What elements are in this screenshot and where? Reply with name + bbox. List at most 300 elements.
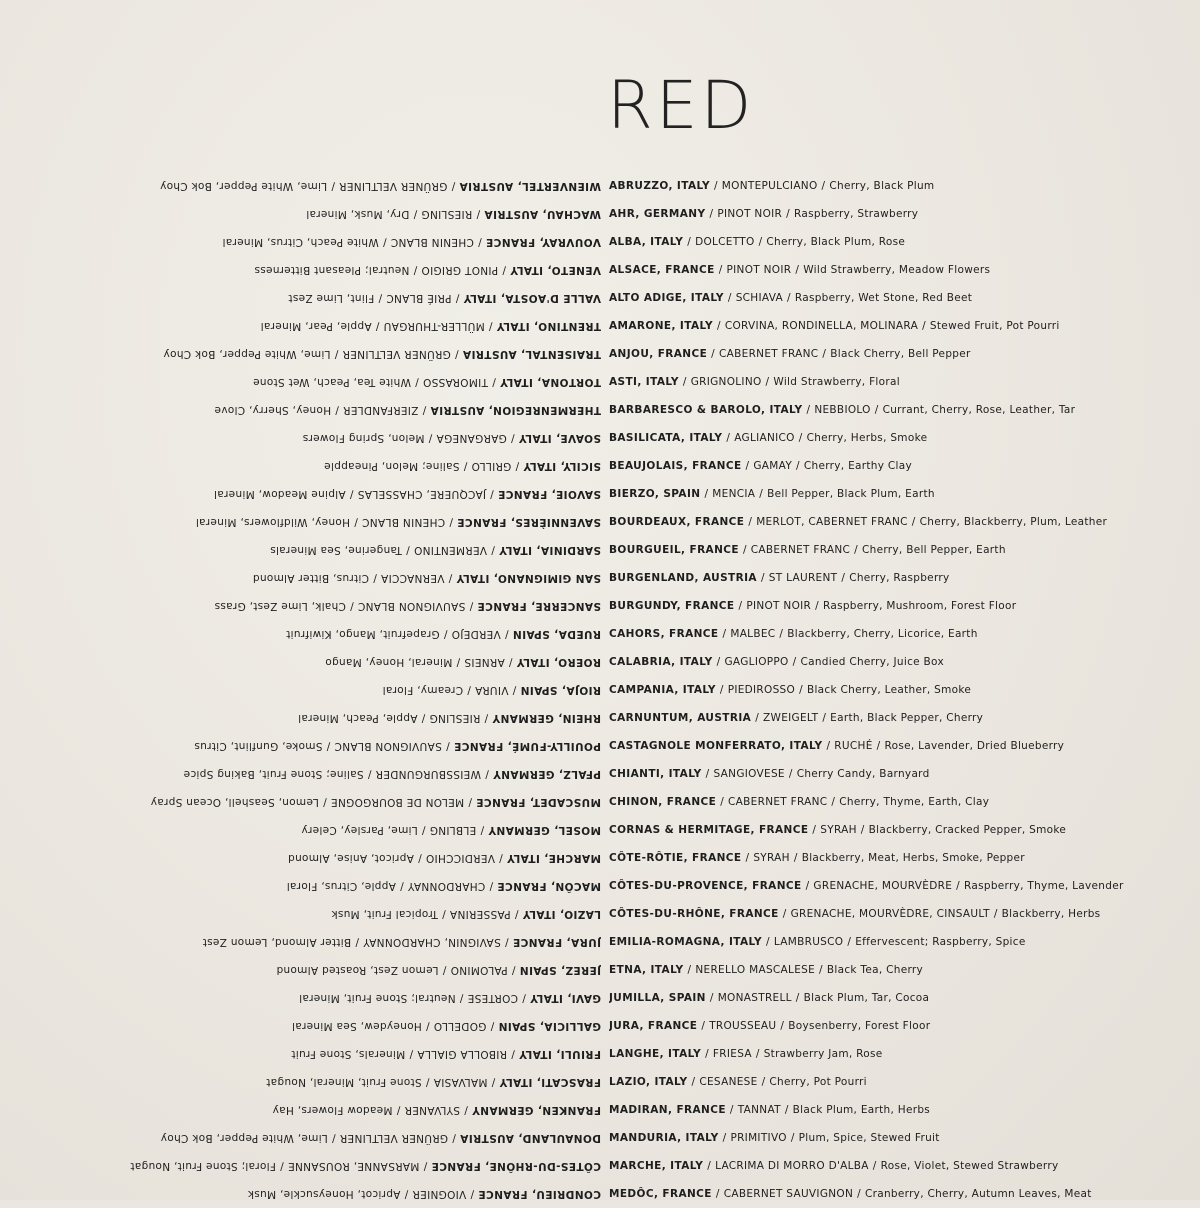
separator: /	[441, 908, 446, 920]
separator: /	[716, 320, 721, 332]
separator: /	[716, 656, 721, 668]
separator: /	[792, 656, 797, 668]
separator: /	[788, 768, 793, 780]
wine-notes: Floral; Stone Fruit, Nougat	[130, 1160, 276, 1172]
wine-notes: Lemon Zest, Roasted Almond	[276, 964, 439, 976]
wine-notes: Apple, Pear, Mineral	[260, 320, 372, 332]
separator: /	[798, 432, 803, 444]
separator: /	[498, 852, 503, 864]
wine-grape: NERELLO MASCALESE	[695, 964, 816, 976]
separator: /	[847, 936, 852, 948]
separator: /	[428, 432, 433, 444]
separator: /	[760, 572, 765, 584]
separator: /	[484, 768, 489, 780]
wine-grape: ELBLING	[429, 824, 477, 836]
wine-notes: Raspberry, Mushroom, Forest Floor	[822, 600, 1017, 612]
wine-notes: Blackberry, Meat, Herbs, Smoke, Pepper	[801, 852, 1025, 864]
wine-grape: GRÜNER VELTLINER	[338, 180, 448, 192]
wine-grape: CABERNET FRANC	[719, 348, 819, 360]
wine-region: ALBA, ITALY	[609, 236, 684, 248]
red-wine-entry	[609, 1124, 1169, 1152]
wine-notes: Tangerine, Sea Minerals	[269, 544, 402, 556]
wine-notes: Cranberry, Cherry, Autumn Leaves, Meat	[864, 1188, 1092, 1200]
wine-notes: Black Cherry, Bell Pepper	[830, 348, 971, 360]
separator: /	[399, 880, 404, 892]
wine-region: SAVOIE, FRANCE	[497, 488, 601, 500]
wine-notes: Strawberry Jam, Rose	[763, 1048, 883, 1060]
wine-region: RHEIN, GERMANY	[492, 712, 601, 724]
separator: /	[477, 236, 482, 248]
separator: /	[709, 208, 714, 220]
separator: /	[682, 376, 687, 388]
red-wine-entry	[609, 844, 1169, 872]
wine-grape: GRIGNOLINO	[690, 376, 762, 388]
red-wine-entry	[609, 508, 1169, 536]
wine-grape: GRENACHE, MOURVÈDRE, CINSAULT	[790, 908, 990, 920]
wine-grape: ZWEIGELT	[763, 712, 819, 724]
separator: /	[748, 516, 753, 528]
wine-region: LAZIO, ITALY	[522, 908, 601, 920]
wine-region: CALABRIA, ITALY	[609, 656, 713, 668]
wine-notes: Minerals, Stone Fruit	[291, 1048, 406, 1060]
separator: /	[874, 404, 879, 416]
separator: /	[504, 936, 509, 948]
wine-notes: Bell Pepper, Black Plum, Earth	[767, 488, 935, 500]
wine-region: SOAVE, ITALY	[518, 432, 601, 444]
separator: /	[705, 1048, 709, 1060]
wine-grape: TROUSSEAU	[709, 1020, 777, 1032]
red-wine-entry	[609, 956, 1169, 984]
separator: /	[711, 348, 716, 360]
wine-region: AHR, GERMANY	[609, 208, 706, 220]
wine-notes: Cherry, Black Plum, Rose	[766, 236, 906, 248]
wine-region: BURGENLAND, AUSTRIA	[609, 572, 757, 584]
white-wine-entry	[0, 536, 601, 564]
wine-grape: NEBBIOLO	[814, 404, 871, 416]
wine-notes: Chalk, Lime Zest, Grass	[214, 600, 346, 612]
wine-region: MEDÔC, FRANCE	[609, 1188, 712, 1200]
white-wine-entry	[0, 368, 601, 396]
wine-grape: SYLVANER	[404, 1104, 460, 1116]
wine-grape: FRIESA	[712, 1048, 752, 1060]
wine-notes: Black Plum, Earth, Herbs	[792, 1104, 931, 1116]
separator: /	[372, 572, 377, 584]
separator: /	[375, 320, 380, 332]
wine-notes: Lime, White Pepper, Bok Choy	[163, 348, 331, 360]
separator: /	[782, 908, 787, 920]
separator: /	[489, 880, 494, 892]
wine-grape: PALOMINO	[450, 964, 508, 976]
wine-notes: Raspberry, Wet Stone, Red Beet	[794, 292, 973, 304]
red-wine-entry	[609, 620, 1169, 648]
red-wine-entry	[609, 424, 1169, 452]
wine-grape: WEISSBURGUNDER	[375, 768, 481, 780]
wine-grape: PINOT NOIR	[717, 208, 783, 220]
wine-grape: AGLIANICO	[734, 432, 795, 444]
wine-region: PFALZ, GERMANY	[492, 768, 601, 780]
white-wine-entry	[0, 452, 601, 480]
separator: /	[504, 628, 509, 640]
separator: /	[510, 1048, 515, 1060]
wine-grape: LAMBRUSCO	[773, 936, 844, 948]
wine-notes: Alpine Meadow, Mineral	[213, 488, 346, 500]
wine-region: CAHORS, FRANCE	[609, 628, 719, 640]
separator: /	[755, 1048, 760, 1060]
white-wine-entry	[0, 620, 601, 648]
wine-grape: GARGANEGA	[436, 432, 507, 444]
wine-grape: PRIMITIVO	[730, 1132, 787, 1144]
wine-grape: JACQUERE, CHASSELAS	[357, 488, 486, 500]
separator: /	[872, 1160, 877, 1172]
red-wine-entry	[609, 284, 1169, 312]
separator: /	[511, 964, 516, 976]
white-wine-entry	[0, 424, 601, 452]
wine-region: GALLICIA, SPAIN	[498, 1020, 601, 1032]
wine-notes: Meadow Flowers, Hay	[272, 1104, 393, 1116]
red-wine-entry	[609, 1012, 1169, 1040]
separator: /	[502, 264, 506, 276]
wine-grape: PINOT NOIR	[726, 264, 792, 276]
red-wine-entry	[609, 368, 1169, 396]
wine-grape: GRÜNER VELTLINER	[342, 348, 451, 360]
separator: /	[819, 964, 823, 976]
wine-notes: Tropical Fruit, Musk	[331, 908, 438, 920]
red-wine-entry	[609, 1040, 1169, 1068]
separator: /	[455, 292, 460, 304]
separator: /	[514, 908, 519, 920]
wine-grape: SANGIOVESE	[713, 768, 785, 780]
wine-grape: SAVIGNIN, CHARDONNAY	[362, 936, 501, 948]
separator: /	[718, 264, 723, 276]
wine-notes: Black Tea, Cherry	[826, 964, 924, 976]
wine-notes: Cherry, Bell Pepper, Earth	[862, 544, 1006, 556]
separator: /	[857, 1188, 861, 1200]
wine-notes: Effervescent; Raspberry, Spice	[855, 936, 1026, 948]
wine-notes: Neutral; Pleasant Bitterness	[254, 264, 410, 276]
wine-notes: Cherry, Herbs, Smoke	[806, 432, 928, 444]
wine-region: JURA, FRANCE	[512, 936, 601, 948]
separator: /	[459, 992, 464, 1004]
white-wine-entry	[0, 480, 601, 508]
wine-region: RIOJA, SPAIN	[520, 684, 601, 696]
separator: /	[469, 600, 474, 612]
wine-grape: MENCIA	[712, 488, 756, 500]
wine-notes: Rose, Violet, Stewed Strawberry	[880, 1160, 1059, 1172]
separator: /	[713, 180, 718, 192]
wine-region: GAVI, ITALY	[529, 992, 601, 1004]
separator: /	[512, 684, 517, 696]
separator: /	[779, 628, 784, 640]
separator: /	[443, 628, 448, 640]
wine-region: CHIANTI, ITALY	[609, 768, 702, 780]
separator: /	[727, 292, 732, 304]
white-wine-entry	[0, 284, 601, 312]
wine-region: ALSACE, FRANCE	[609, 264, 715, 276]
red-wine-entry	[609, 1068, 1169, 1096]
wine-notes: Raspberry, Strawberry	[793, 208, 919, 220]
wine-grape: CABERNET SAUVIGNON	[723, 1188, 854, 1200]
separator: /	[491, 544, 495, 556]
separator: /	[414, 376, 419, 388]
red-wine-entry	[609, 396, 1169, 424]
wine-region: MADIRAN, FRANCE	[609, 1104, 726, 1116]
separator: /	[755, 712, 760, 724]
separator: /	[860, 824, 865, 836]
red-wine-entry	[609, 256, 1169, 284]
wine-notes: Wild Strawberry, Meadow Flowers	[803, 264, 991, 276]
separator: /	[515, 460, 520, 472]
separator: /	[489, 488, 494, 500]
separator: /	[405, 544, 410, 556]
red-wine-entry	[609, 172, 1169, 200]
wine-region: CÔTES-DU-PROVENCE, FRANCE	[609, 880, 802, 892]
wine-notes: White Peach, Citrus, Mineral	[222, 236, 379, 248]
wine-region: VOUVRAY, FRANCE	[485, 236, 601, 248]
separator: /	[793, 852, 798, 864]
separator: /	[719, 684, 724, 696]
wine-grape: CABERNET FRANC	[750, 544, 851, 556]
wine-grape: GRENACHE, MOURVÈDRE	[813, 880, 953, 892]
poster-title: RED	[607, 67, 755, 144]
separator: /	[704, 488, 709, 500]
wine-region: JEREZ, SPAIN	[519, 964, 601, 976]
separator: /	[759, 488, 764, 500]
wine-grape: ARNEIS	[464, 656, 505, 668]
separator: /	[786, 208, 790, 220]
wine-notes: Raspberry, Thyme, Lavender	[963, 880, 1124, 892]
separator: /	[279, 1160, 284, 1172]
white-wine-entry	[0, 1124, 601, 1152]
wine-notes: Honey, Sherry, Clove	[214, 404, 332, 416]
separator: /	[795, 264, 800, 276]
wine-region: BARBARESCO & BAROLO, ITALY	[609, 404, 803, 416]
red-wine-entry	[609, 592, 1169, 620]
wine-region: MUSCADET, FRANCE	[475, 796, 601, 808]
wine-grape: MALVASIA	[433, 1076, 488, 1088]
wine-region: CORNAS & HERMITAGE, FRANCE	[609, 824, 809, 836]
separator: /	[456, 656, 461, 668]
wine-grape: CHENIN BLANC	[390, 236, 474, 248]
wine-notes: Dry, Musk, Mineral	[305, 208, 410, 220]
wine-region: SANCERRE, FRANCE	[477, 600, 601, 612]
separator: /	[821, 180, 826, 192]
white-wine-entry	[0, 1068, 601, 1096]
separator: /	[454, 348, 459, 360]
separator: /	[709, 992, 714, 1004]
wine-notes: Grapefruit, Mango, Kiwifruit	[285, 628, 440, 640]
wine-region: BURGUNDY, FRANCE	[609, 600, 735, 612]
separator: /	[488, 320, 493, 332]
white-wine-entry	[0, 508, 601, 536]
separator: /	[758, 236, 763, 248]
red-wine-entry	[609, 312, 1169, 340]
wine-region: BEAUJOLAIS, FRANCE	[609, 460, 742, 472]
separator: /	[729, 1104, 734, 1116]
wine-region: BASILICATA, ITALY	[609, 432, 723, 444]
wine-grape: CHARDONNAY	[407, 880, 486, 892]
red-wine-entry	[609, 816, 1169, 844]
separator: /	[745, 852, 750, 864]
separator: /	[349, 488, 354, 500]
wine-region: SARDINIA, ITALY	[498, 544, 601, 556]
wine-region: JURA, FRANCE	[609, 1020, 698, 1032]
wine-grape: RUCHÉ	[834, 740, 873, 752]
red-wine-entry	[609, 228, 1169, 256]
separator: /	[335, 404, 339, 416]
wine-notes: Cherry, Black Plum	[829, 180, 935, 192]
wine-notes: Lime, White Pepper, Bok Choy	[159, 180, 328, 192]
separator: /	[787, 292, 791, 304]
wine-grape: SYRAH	[820, 824, 857, 836]
separator: /	[715, 1188, 720, 1200]
separator: /	[382, 236, 387, 248]
red-wine-entry	[609, 900, 1169, 928]
separator: /	[378, 292, 383, 304]
separator: /	[922, 320, 926, 332]
wine-region: RUEDA, SPAIN	[512, 628, 601, 640]
wine-region: ANJOU, FRANCE	[609, 348, 708, 360]
wine-region: ASTI, ITALY	[609, 376, 679, 388]
white-wine-entry	[0, 1012, 601, 1040]
separator: /	[745, 460, 750, 472]
separator: /	[464, 1104, 468, 1116]
wine-notes: Apricot, Anise, Almond	[287, 852, 414, 864]
wine-region: FRIULI, ITALY	[518, 1048, 601, 1060]
wine-region: SICILY, ITALY	[523, 460, 601, 472]
wine-notes: Mineral, Honey, Mango	[325, 656, 453, 668]
wine-notes: Cherry, Blackberry, Plum, Leather	[919, 516, 1108, 528]
separator: /	[417, 852, 422, 864]
wine-notes: Melon, Spring Flowers	[302, 432, 425, 444]
wine-grape: MELON DE BOURGOGNE	[330, 796, 465, 808]
wine-region: LAZIO, ITALY	[609, 1076, 688, 1088]
wine-notes: Black Plum, Tar, Cocoa	[803, 992, 930, 1004]
separator: /	[367, 768, 372, 780]
separator: /	[470, 1188, 475, 1200]
separator: /	[790, 1132, 795, 1144]
wine-notes: Cherry Candy, Barnyard	[796, 768, 930, 780]
white-wine-entry	[0, 1152, 601, 1180]
wine-notes: Blackberry, Herbs	[1001, 908, 1101, 920]
wine-notes: Honeydew, Sea Mineral	[291, 1020, 422, 1032]
separator: /	[796, 460, 800, 472]
wine-notes: Cherry, Thyme, Earth, Clay	[839, 796, 990, 808]
separator: /	[421, 824, 426, 836]
wine-region: CONDRIEU, FRANCE	[478, 1188, 601, 1200]
separator: /	[425, 1020, 430, 1032]
separator: /	[409, 1048, 414, 1060]
wine-region: POUILLY-FUMÉ, FRANCE	[453, 740, 601, 752]
wine-grape: GRÜNER VELTLINER	[339, 1132, 449, 1144]
red-wine-entry	[609, 1180, 1169, 1208]
wine-grape: VERMENTINO	[413, 544, 488, 556]
wine-grape: TANNAT	[737, 1104, 781, 1116]
separator: /	[491, 1076, 496, 1088]
wine-notes: Cherry, Pot Pourri	[769, 1076, 867, 1088]
wine-region: TORTONA, ITALY	[499, 376, 601, 388]
wine-region: WACHAU, AUSTRIA	[484, 208, 601, 220]
white-wine-entry	[0, 256, 601, 284]
wine-notes: Bitter Almond, Lemon Zest	[202, 936, 352, 948]
wine-notes: Candied Cherry, Juice Box	[800, 656, 944, 668]
separator: /	[805, 880, 810, 892]
wine-grape: VERNACCIA	[380, 572, 445, 584]
wine-grape: PIEDIROSSO	[727, 684, 796, 696]
red-wine-entry	[609, 1152, 1169, 1180]
wine-notes: Apricot, Honeysuckle, Musk	[247, 1188, 401, 1200]
white-wine-entry	[0, 564, 601, 592]
wine-grape: CORVINA, RONDINELLA, MOLINARA	[724, 320, 919, 332]
wine-region: CÔTE-RÔTIE, FRANCE	[609, 852, 742, 864]
white-wine-entry	[0, 172, 601, 200]
separator: /	[480, 824, 485, 836]
separator: /	[491, 376, 496, 388]
wine-notes: Stewed Fruit, Pot Pourri	[929, 320, 1060, 332]
red-wine-entry	[609, 760, 1169, 788]
wine-grape: MERLOT, CABERNET FRANC	[756, 516, 908, 528]
separator: /	[445, 740, 450, 752]
wine-region: SAVENNIÈRES, FRANCE	[456, 516, 601, 528]
wine-grape: VIOGNIER	[412, 1188, 467, 1200]
wine-notes: Honey, Wildflowers, Mineral	[195, 516, 350, 528]
wine-region: CÔTES-DU-RHÔNE, FRANCE	[431, 1160, 601, 1172]
wine-region: BOURGUEIL, FRANCE	[609, 544, 739, 556]
separator: /	[742, 544, 747, 556]
separator: /	[806, 404, 811, 416]
wine-grape: SAUVIGNON BLANC	[334, 740, 442, 752]
white-wine-entry	[0, 760, 601, 788]
wine-notes: Lemon, Seashell, Ocean Spray	[150, 796, 319, 808]
separator: /	[452, 1132, 456, 1144]
wine-region: CARNUNTUM, AUSTRIA	[609, 712, 752, 724]
wine-grape: GODELLO	[433, 1020, 487, 1032]
red-wine-entry	[609, 984, 1169, 1012]
separator: /	[726, 432, 731, 444]
white-wine-entry	[0, 592, 601, 620]
wine-notes: Currant, Cherry, Rose, Leather, Tar	[882, 404, 1076, 416]
separator: /	[490, 1020, 495, 1032]
separator: /	[812, 824, 817, 836]
separator: /	[780, 1020, 785, 1032]
separator: /	[355, 936, 359, 948]
white-wine-entry	[0, 872, 601, 900]
wine-grape: MÜLLER-THURGAU	[383, 320, 485, 332]
white-wine-entry	[0, 1180, 601, 1208]
red-wine-entry	[609, 928, 1169, 956]
red-wine-entry	[609, 872, 1169, 900]
red-wine-entry	[609, 564, 1169, 592]
separator: /	[705, 768, 710, 780]
separator: /	[701, 1020, 706, 1032]
white-wine-entry	[0, 312, 601, 340]
wine-region: MOSEL, GERMANY	[488, 824, 601, 836]
separator: /	[993, 908, 998, 920]
separator: /	[720, 796, 725, 808]
separator: /	[687, 964, 692, 976]
wine-region: TRAISENTAL, AUSTRIA	[462, 348, 601, 360]
wine-region: FRANKEN, GERMANY	[471, 1104, 601, 1116]
wine-region: LANGHE, ITALY	[609, 1048, 702, 1060]
wine-notes: Black Cherry, Leather, Smoke	[806, 684, 972, 696]
red-wine-entry	[609, 536, 1169, 564]
wine-grape: VERDICCHIO	[425, 852, 495, 864]
white-wine-entry	[0, 732, 601, 760]
wine-notes: Creamy, Floral	[382, 684, 464, 696]
wine-grape: DOLCETTO	[695, 236, 755, 248]
wine-grape: CABERNET FRANC	[728, 796, 828, 808]
separator: /	[413, 208, 418, 220]
wine-grape: ZIERFANDLER	[342, 404, 419, 416]
